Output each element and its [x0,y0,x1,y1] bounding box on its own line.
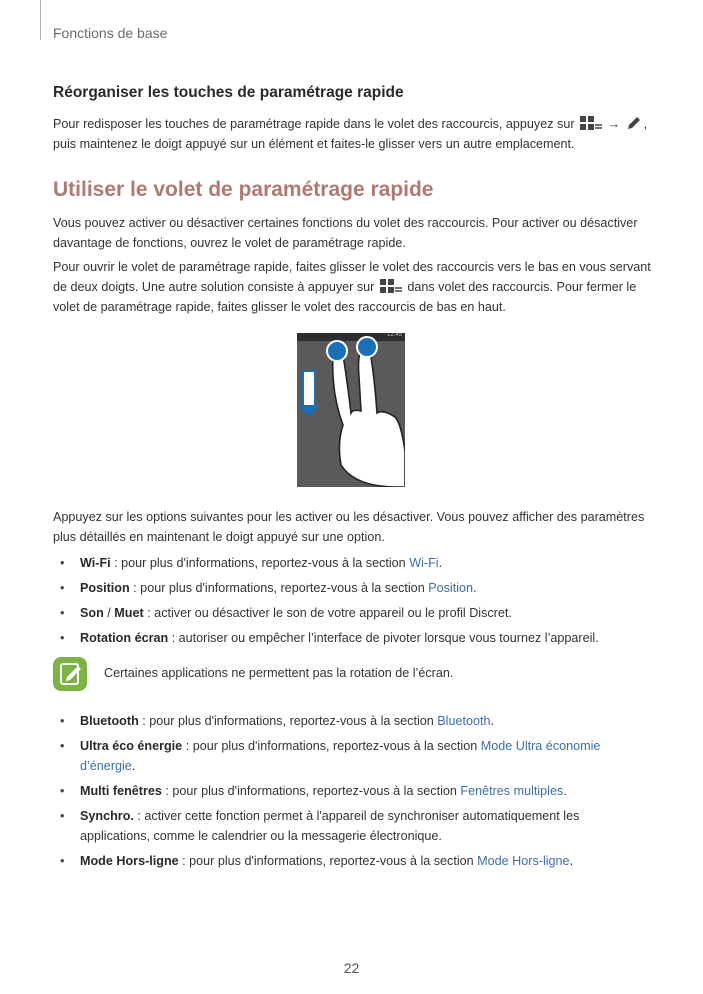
grid-settings-icon [380,278,402,294]
option-name: Multi fenêtres [80,784,162,798]
option-name: Synchro. [80,809,134,823]
paragraph-text: dans volet des raccourcis. Pour fermer le volet de paramétrage rapide, faites glisser le volet des raccourcis de bas en haut. [53,280,637,314]
list-item [60,603,650,623]
bullet: • [60,606,65,620]
section-link[interactable]: Mode Ultra économie d’énergie [80,739,601,773]
option-description: : pour plus d'informations, reportez-vous à la section [178,854,478,868]
section-link[interactable]: Mode Hors-ligne [477,854,570,868]
list-item [60,851,650,871]
punctuation: . [490,714,494,728]
option-name: Son [80,606,104,620]
option-description: : pour plus d'informations, reportez-vous à la section [182,739,481,753]
list-item [60,736,650,776]
two-finger-swipe-illustration [297,333,405,487]
hand-shape [333,348,405,487]
list-item [60,711,650,731]
bullet: • [60,631,65,645]
section-link[interactable]: Fenêtres multiples [460,784,564,798]
corner-divider [40,0,41,40]
paragraph-options: Appuyez sur les options suivantes pour les activer ou les désactiver. Vous pouvez afficher des paramètres plus détaillés en maintenant le doigt appuyé sur une option. [53,510,645,544]
grid-settings-icon [580,115,602,131]
paragraph-text: Pour redisposer les touches de paramétrage rapide dans le volet des raccourcis, appuyez sur [53,117,575,131]
bullet: • [60,854,65,868]
bullet: • [60,581,65,595]
section-header: Fonctions de base [53,25,168,41]
option-description: : pour plus d'informations, reportez-vous à la section [129,581,429,595]
section-link[interactable]: Wi-Fi [409,556,439,570]
paragraph-text: Pour ouvrir le volet de paramétrage rapide, faites glisser le volet des raccourcis vers le bas en vous servant de deux doigts. Une autre solution consiste à appuyer sur [53,260,651,294]
swipe-arrow-shaft [303,371,315,407]
pencil-note-icon [53,657,87,691]
punctuation: . [438,556,443,570]
list-item [60,553,650,573]
options-list-2 [60,711,650,871]
list-item [60,628,650,648]
subsection-title: Réorganiser les touches de paramétrage rapide [53,84,404,101]
paragraph-intro: Vous pouvez activer ou désactiver certaines fonctions du volet des raccourcis. Pour activer ou désactiver davantage de fonctions, ouvrez le volet de paramétrage rapide. [53,216,638,250]
option-name: Muet [114,606,144,620]
separator: / [103,606,115,620]
touch-point-right [357,337,377,357]
option-description: : pour plus d'informations, reportez-vous à la section [110,556,410,570]
paragraph-open-panel [53,257,653,317]
hand-gesture-drawing [297,333,405,487]
arrow-text: → [607,117,621,131]
option-description: : activer cette fonction permet à l'appareil de synchroniser automatiquement les applications, comme le calendrier ou la messagerie électronique. [80,809,580,843]
punctuation: . [563,784,567,798]
touch-point-left [327,341,347,361]
section-link[interactable]: Bluetooth [437,714,491,728]
page-number: 22 [343,960,360,976]
pencil-icon [626,115,642,131]
option-name: Ultra éco énergie [80,739,183,753]
section-link[interactable]: Position [428,581,474,595]
list-item [60,781,650,801]
option-description: : pour plus d'informations, reportez-vous à la section [161,784,461,798]
note-icon [53,657,87,691]
note-text: Certaines applications ne permettent pas la rotation de l’écran. [104,666,454,680]
option-name: Mode Hors-ligne [80,854,179,868]
paragraph-text: , puis maintenez le doigt appuyé sur un élément et faites-le glisser vers un autre emplacement. [53,117,648,151]
section-title: Utiliser le volet de paramétrage rapide [53,178,434,201]
option-description: : activer ou désactiver le son de votre appareil ou le profil Discret. [143,606,512,620]
list-item [60,578,650,598]
bullet: • [60,714,65,728]
option-name: Bluetooth [80,714,139,728]
punctuation: . [473,581,477,595]
swipe-arrow-head [298,405,320,417]
status-time: 12:45 [386,333,402,338]
list-item [60,806,650,846]
option-name: Rotation écran [80,631,169,645]
options-list-1 [60,553,650,648]
punctuation: . [131,759,136,773]
bullet: • [60,784,65,798]
option-description: : autoriser ou empêcher l’interface de pivoter lorsque vous tournez l’appareil. [168,631,599,645]
bullet: • [60,739,65,753]
punctuation: . [569,854,574,868]
bullet: • [60,556,65,570]
option-description: : pour plus d'informations, reportez-vous à la section [138,714,438,728]
option-name: Position [80,581,130,595]
option-name: Wi-Fi [80,556,111,570]
paragraph-rearrange [53,114,653,154]
bullet: • [60,809,65,823]
